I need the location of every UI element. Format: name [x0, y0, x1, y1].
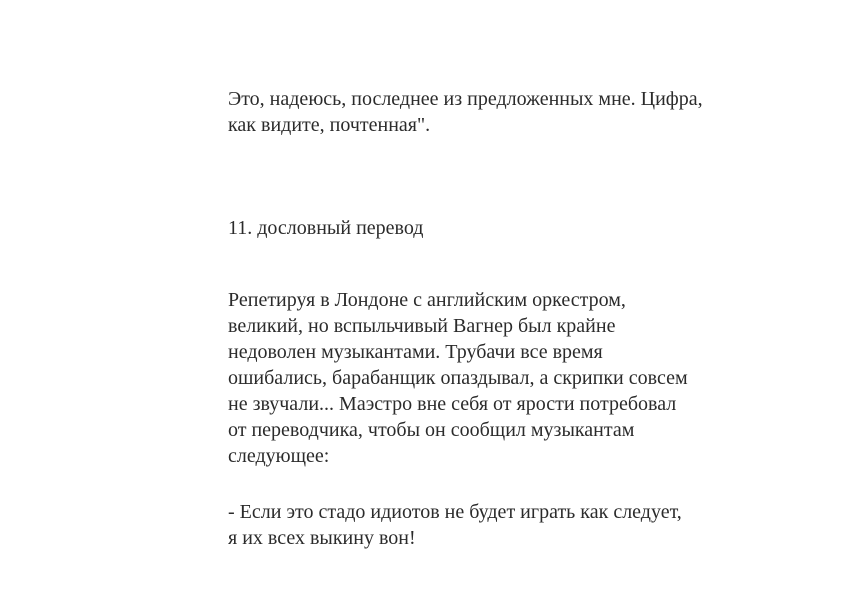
text-line: как видите, почтенная". [228, 114, 431, 136]
text-line: - Если это стадо идиотов не будет играть как следует, [228, 501, 682, 523]
text-line: не звучали... Маэстро вне себя от ярости потребовал [228, 393, 677, 415]
text-line: Это, надеюсь, последнее из предложенных мне. Цифра, [228, 88, 703, 110]
text-line: я их всех выкину вон! [228, 527, 416, 549]
intro-paragraph [228, 86, 768, 138]
text-line: Репетируя в Лондоне с английским оркестром, [228, 289, 626, 311]
text-line: от переводчика, чтобы он сообщил музыкантам [228, 419, 635, 441]
text-line: следующее: [228, 445, 330, 467]
text-line: великий, но вспыльчивый Вагнер был крайне [228, 315, 616, 337]
story-paragraph [228, 287, 768, 469]
quote-paragraph [228, 499, 768, 551]
text-line: ошибались, барабанщик опаздывал, а скрипки совсем [228, 367, 688, 389]
text-line: недоволен музыкантами. Трубачи все время [228, 341, 603, 363]
section-heading: 11. дословный перевод [228, 217, 424, 239]
